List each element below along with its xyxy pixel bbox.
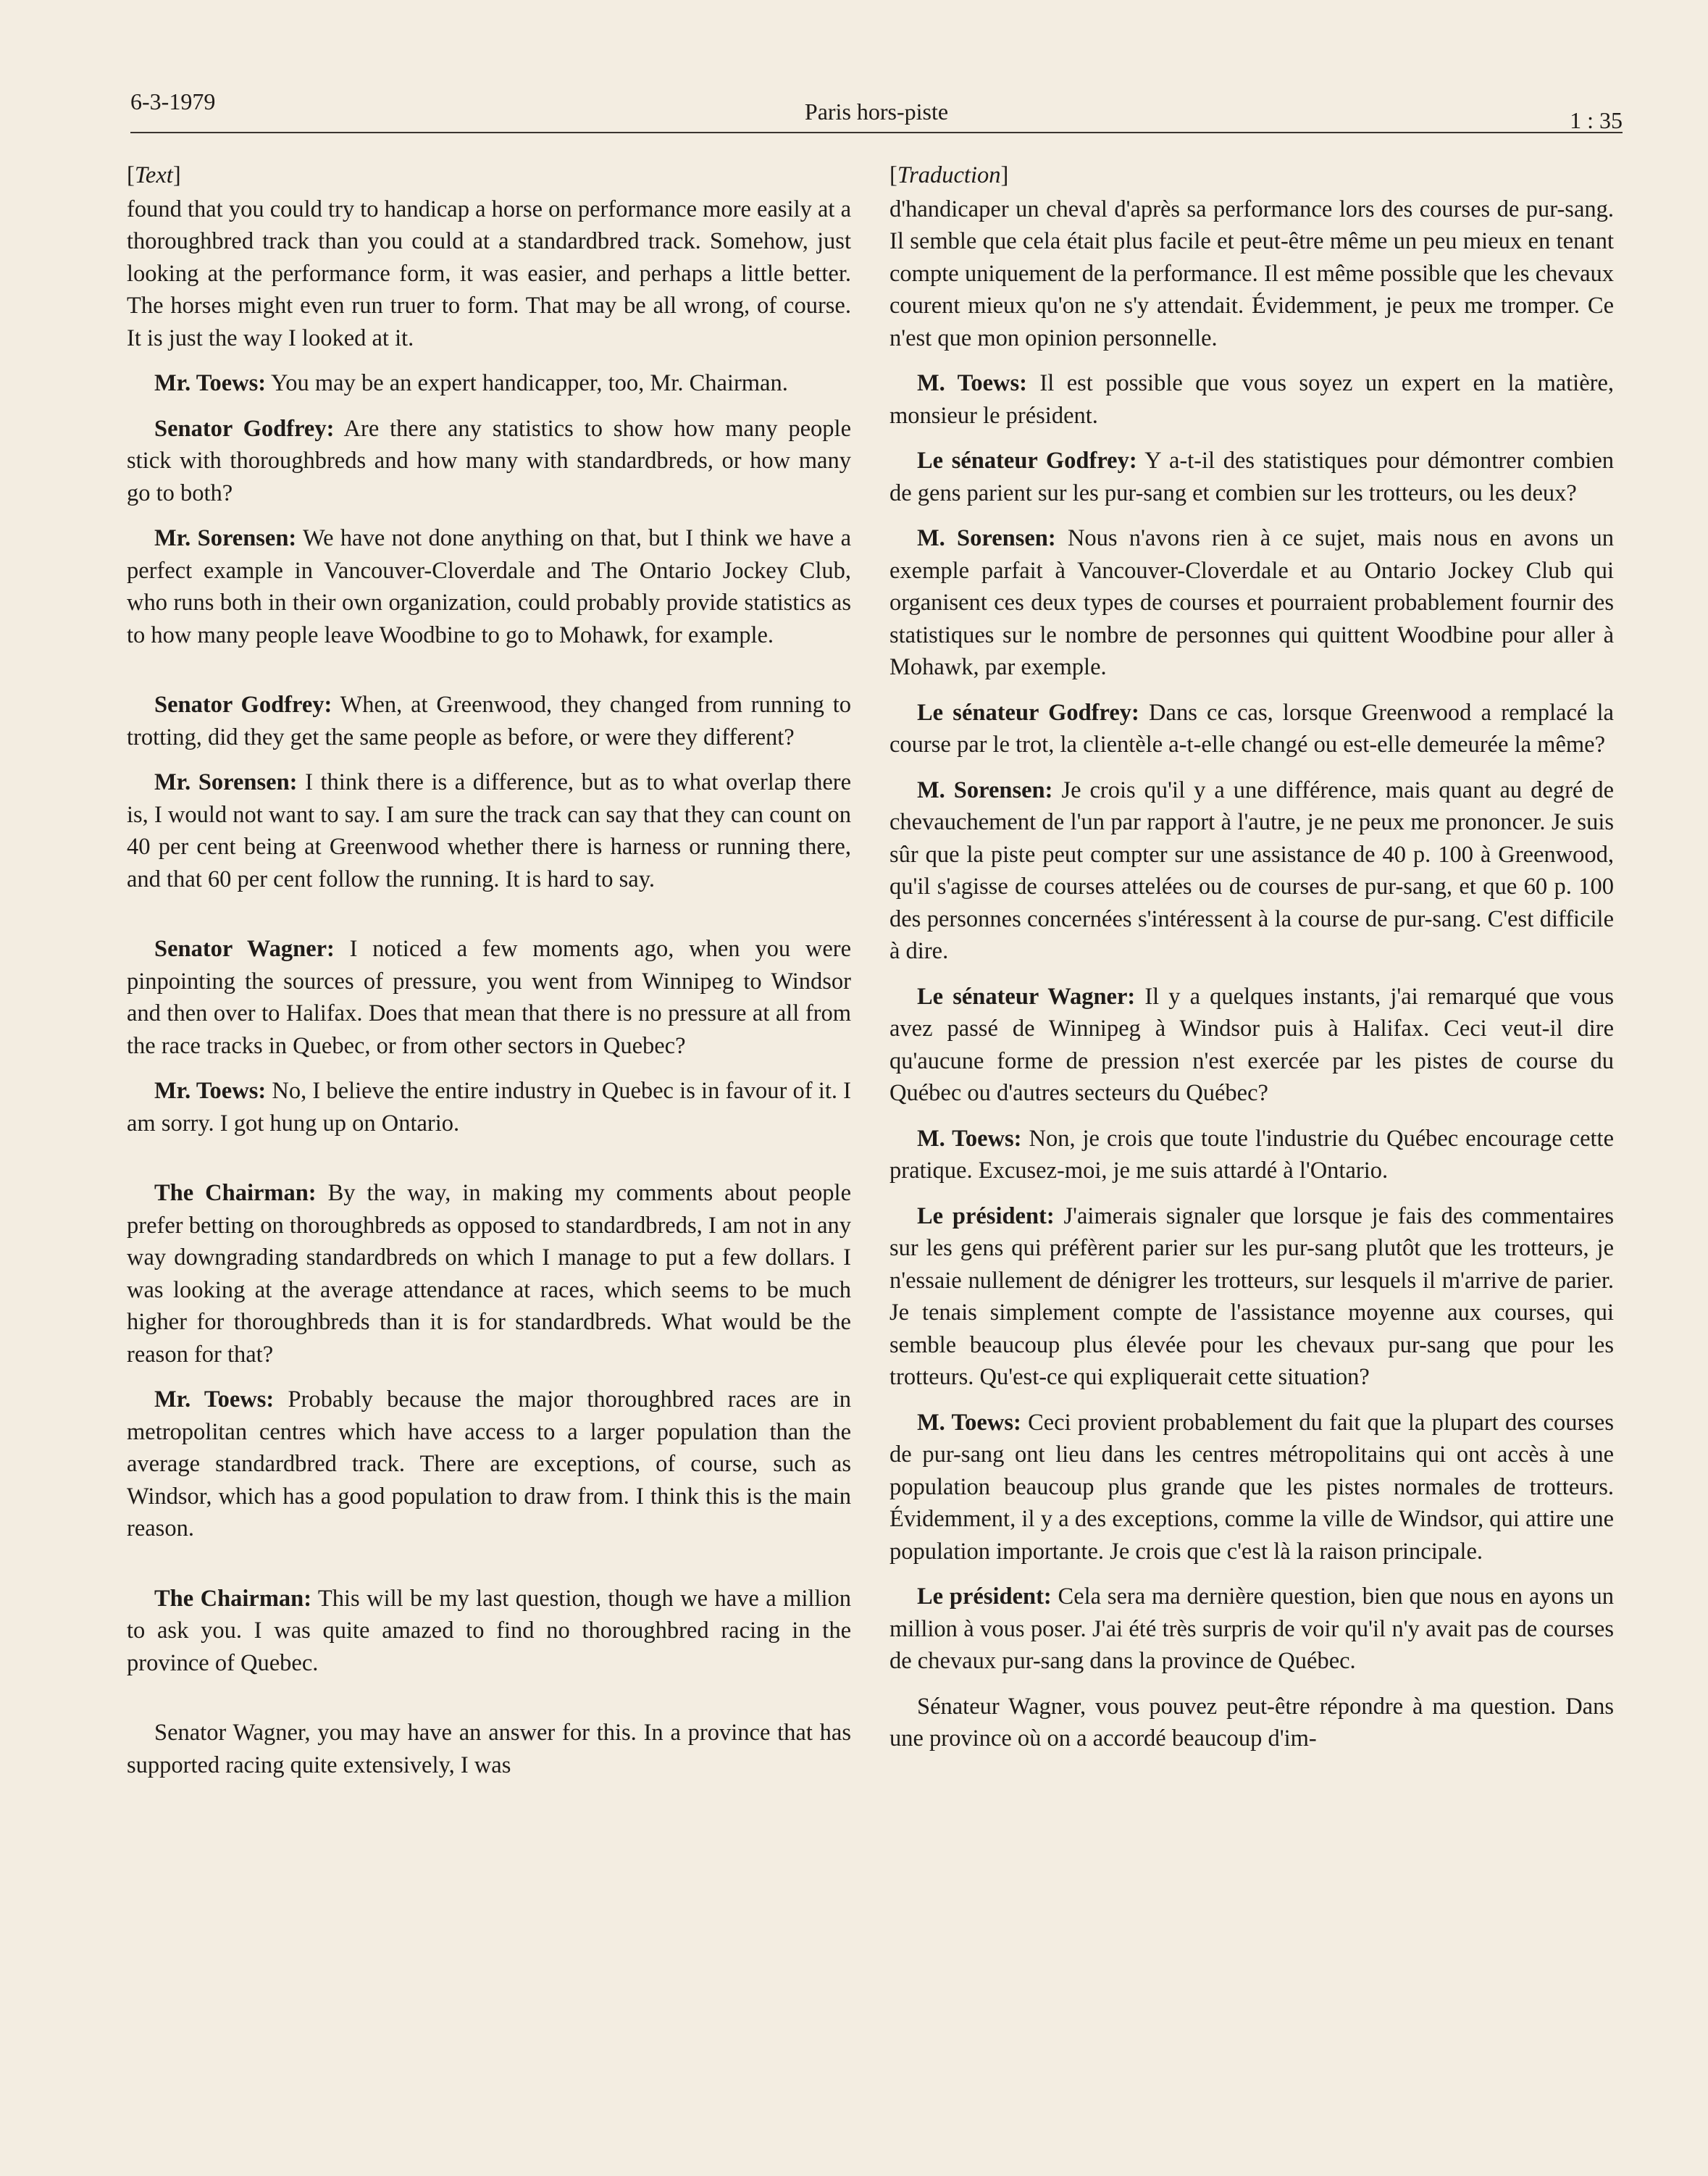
paragraph: [889, 1123, 1614, 1187]
paragraph: [889, 1581, 1614, 1678]
speaker: Le président:: [917, 1583, 1052, 1610]
paragraph: [127, 689, 851, 753]
paragraph-text: J'aimerais signaler que lorsque je fais des commentaires sur les gens qui préfèrent parier sur les pur-sang plutôt que les trotteurs, je n'essaie nullement de dénigrer les trotteurs, sur lesquels il m'arrive de parier. Je tenais simplement compte de l'assistance moyenne aux courses, qui semble beaucoup plus élevée pour les chevaux pur-sang que pour les trotteurs. Qu'est-ce qui expliquerait cette situation?: [889, 1202, 1614, 1390]
speaker: Mr. Toews:: [154, 370, 267, 396]
paragraph: [127, 766, 851, 895]
speaker: Mr. Toews:: [154, 1078, 267, 1104]
paragraph: [889, 522, 1614, 684]
paragraph: [889, 981, 1614, 1110]
speaker: Mr. Toews:: [154, 1386, 275, 1413]
speaker: Senator Godfrey:: [154, 692, 332, 718]
paragraph-text: Dans ce cas, lorsque Greenwood a remplacé la course par le trot, la clientèle a-t-elle changé ou est-elle demeurée la même?: [889, 699, 1614, 758]
french-column: [889, 159, 1614, 2130]
english-column: [127, 159, 851, 2130]
paragraph: [889, 1407, 1614, 1568]
paragraph-text: Il est possible que vous soyez un expert en la matière, monsieur le président.: [889, 370, 1614, 429]
speaker: M. Toews:: [917, 1125, 1022, 1152]
paragraph-text: By the way, in making my comments about people prefer betting on thoroughbreds as opposed to standardbreds, I am not in any way downgrading standardbreds on which I manage to put a few dollars. I was looking at the average attendance at races, which seems to be much higher for thoroughbreds than it is for standardbreds. What would be the reason for that?: [127, 1180, 851, 1368]
paragraph-text: Y a-t-il des statistiques pour démontrer combien de gens parient sur les pur-sang et combien sur les trotteurs, ou les deux?: [889, 448, 1614, 506]
paragraph-text: Probably because the major thoroughbred races are in metropolitan centres which have access to a larger population than the average standardbred track. There are exceptions, of course, such as Windsor, which has a good population to draw from. I think this is the main reason.: [127, 1386, 851, 1541]
column-tag-text: Text: [134, 162, 173, 188]
speaker: The Chairman:: [154, 1180, 317, 1206]
paragraph-text: I noticed a few moments ago, when you were pinpointing the sources of pressure, you went from Winnipeg to Windsor and then over to Halifax. Does that mean that there is no pressure at all from the race tracks in Quebec, or from other sectors in Quebec?: [127, 936, 851, 1059]
paragraph-text: Nous n'avons rien à ce sujet, mais nous en avons un exemple parfait à Vancouver-Cloverdale et au Ontario Jockey Club qui organisent ces deux types de courses et pourraient probablement fournir des statistiques sur le nombre de personnes qui quittent Woodbine pour aller à Mohawk, par exemple.: [889, 525, 1614, 680]
paragraph-text: Senator Wagner, you may have an answer for this. In a province that has supported racing quite extensively, I was: [127, 1720, 851, 1778]
paragraph: [127, 367, 851, 400]
paragraph-text: d'handicaper un cheval d'après sa performance lors des courses de pur-sang. Il semble que cela était plus facile et peut-être même un peu mieux en tenant compte uniquement de la performance. Il est même possible que les chevaux courent mieux qu'on ne s'y attendait. Évidemment, je peux me tromper. Ce n'est que mon opinion personnelle.: [889, 196, 1614, 351]
paragraph-text: Ceci provient probablement du fait que la plupart des courses de pur-sang ont lieu dans les centres métropolitains qui ont accès à une population beaucoup plus grande que les pistes normales de trotteurs. Évidemment, il y a des exceptions, comme la ville de Windsor, qui attire une population importante. Je crois que c'est là la raison principale.: [889, 1409, 1614, 1565]
paragraph: [127, 1075, 851, 1139]
paragraph-text: Il y a quelques instants, j'ai remarqué que vous avez passé de Winnipeg à Windsor puis à Halifax. Ceci veut-il dire qu'aucune forme de pression n'est exercée par les pistes de course du Québec ou d'autres secteurs du Québec?: [889, 983, 1614, 1106]
paragraph: [127, 1177, 851, 1371]
paragraph: [127, 1384, 851, 1545]
paragraph-text: Sénateur Wagner, vous pouvez peut-être répondre à ma question. Dans une province où on a accordé beaucoup d'im-: [889, 1693, 1614, 1752]
paragraph-text: You may be an expert handicapper, too, Mr. Chairman.: [271, 370, 788, 396]
paragraph: [889, 367, 1614, 432]
paragraph: [127, 413, 851, 510]
paragraph: [127, 193, 851, 355]
paragraph-text: Are there any statistics to show how many people stick with thoroughbreds and how many with standardbreds, or how many go to both?: [127, 415, 851, 506]
speaker: M. Sorensen:: [917, 525, 1056, 551]
header-date: 6-3-1979: [130, 88, 216, 114]
speaker: Senator Godfrey:: [154, 415, 335, 442]
header-title: Paris hors-piste: [804, 99, 949, 125]
paragraph: [889, 697, 1614, 761]
paragraph-text: Je crois qu'il y a une différence, mais quant au degré de chevauchement de l'un par rapport à l'autre, je ne peux me prononcer. Je suis sûr que la piste peut compter sur une assistance de 40 p. 100 à Greenwood, qu'il s'agisse de courses attelées ou de courses de pur-sang, et que 60 p. 100 des personnes concernées s'intéressent à la course de pur-sang. C'est difficile à dire.: [889, 777, 1614, 964]
speaker: M. Toews:: [917, 1409, 1021, 1436]
page-number: 1 : 35: [1570, 107, 1623, 133]
paragraph-text: Non, je crois que toute l'industrie du Québec encourage cette pratique. Excusez-moi, je me suis attardé à l'Ontario.: [889, 1125, 1614, 1184]
speaker: M. Sorensen:: [917, 777, 1053, 803]
speaker: Le sénateur Godfrey:: [917, 448, 1137, 474]
speaker: Le président:: [917, 1202, 1055, 1229]
paragraph: [889, 1691, 1614, 1755]
column-tag-text: Traduction: [897, 162, 1001, 188]
paragraph-text: No, I believe the entire industry in Quebec is in favour of it. I am sorry. I got hung up on Ontario.: [127, 1078, 851, 1137]
speaker: Mr. Sorensen:: [154, 525, 297, 551]
speaker: Le sénateur Godfrey:: [917, 699, 1139, 726]
speaker: Senator Wagner:: [154, 936, 335, 962]
paragraph: [889, 193, 1614, 355]
paragraph: [127, 1717, 851, 1781]
paragraph: [889, 774, 1614, 968]
column-tag: [Traduction]: [889, 162, 1009, 188]
paragraph-text: This will be my last question, though we have a million to ask you. I was quite amazed to find no thoroughbred racing in the province of Quebec.: [127, 1585, 851, 1676]
running-header: [130, 88, 1623, 133]
paragraph-text: Cela sera ma dernière question, bien que nous en ayons un million à vous poser. J'ai été très surpris de voir qu'il n'y avait pas de courses de chevaux pur-sang dans la province de Québec.: [889, 1583, 1614, 1674]
paragraph-text: I think there is a difference, but as to what overlap there is, I would not want to say. I am sure the track can say that they can count on 40 per cent being at Greenwood whether there is harness or running there, and that 60 per cent follow the running. It is hard to say.: [127, 769, 851, 892]
speaker: Le sénateur Wagner:: [917, 983, 1136, 1010]
paragraph: [889, 1200, 1614, 1394]
paragraph-text: When, at Greenwood, they changed from running to trotting, did they get the same people as before, or were they different?: [127, 692, 851, 750]
paragraph: [127, 933, 851, 1062]
speaker: Mr. Sorensen:: [154, 769, 298, 795]
paragraph: [127, 522, 851, 651]
paragraph: [127, 1583, 851, 1680]
paragraph-text: found that you could try to handicap a horse on performance more easily at a thoroughbred track than you could at a standardbred track. Somehow, just looking at the performance form, it was easier, and perhaps a little better. The horses might even run truer to form. That may be all wrong, of course. It is just the way I looked at it.: [127, 196, 851, 351]
speaker: The Chairman:: [154, 1585, 312, 1612]
speaker: M. Toews:: [917, 370, 1027, 396]
paragraph-text: We have not done anything on that, but I think we have a perfect example in Vancouver-Cloverdale and The Ontario Jockey Club, who runs both in their own organization, could probably provide statistics as to how many people leave Woodbine to go to Mohawk, for example.: [127, 525, 851, 648]
paragraph: [889, 445, 1614, 509]
column-tag: [Text]: [127, 162, 181, 188]
